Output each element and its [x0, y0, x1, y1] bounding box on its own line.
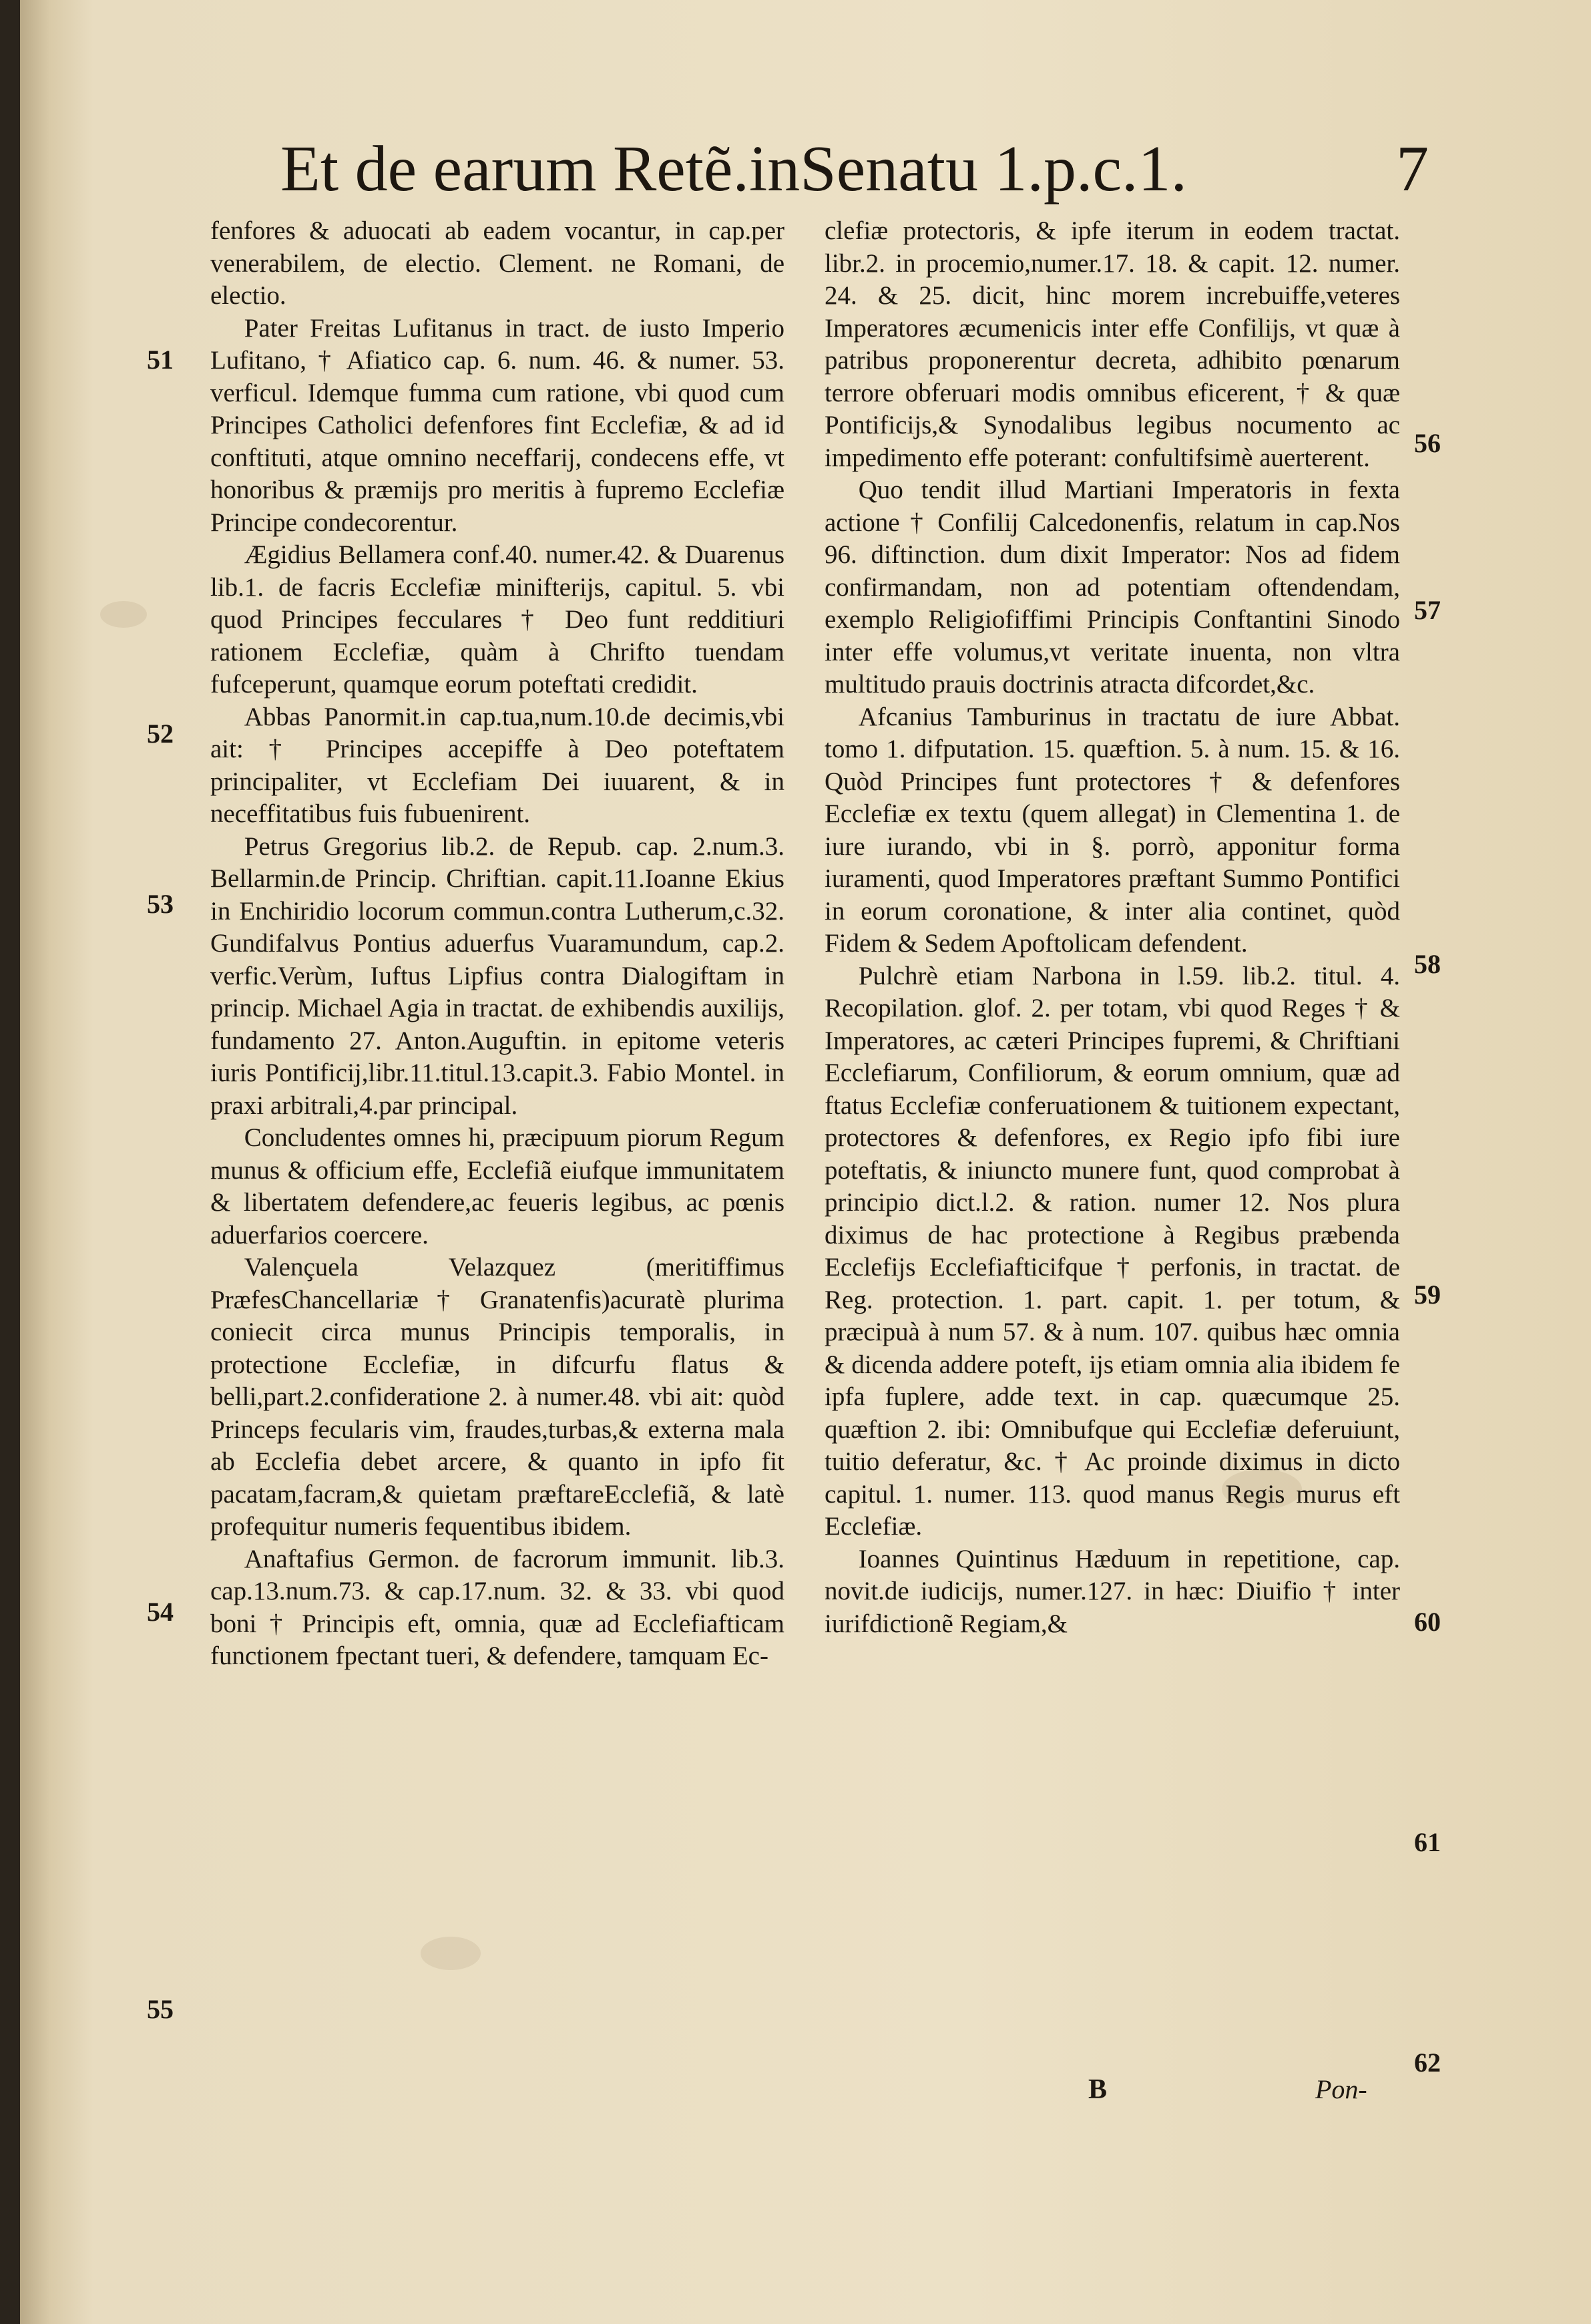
margin-number: 59 [1414, 1280, 1441, 1310]
paragraph: Petrus Gregorius lib.2. de Repub. cap. 2.num.3. Bellarmin.de Princip. Chriftian. capit.11.Ioanne Ekius in Enchiridio locorum commun.contra Lutherum,c.32. Gundifalvus Pontius aduerfus Vuaramundum, cap.2. verfic.Verùm, Iuftus Lipfius contra Dialogiftam in princip. Michael Agia in tractat. de exhibendis auxilijs, fundamento 27. Anton.Auguftin. in epitome veteris iuris Pontificij,libr.11.titul.13.capit.3. Fabio Montel. in praxi arbitrali,4.par principal. [210, 831, 784, 1120]
margin-number: 53 [147, 889, 174, 919]
page-number: 7 [1396, 133, 1429, 205]
right-column [825, 215, 1400, 1640]
margin-number: 51 [147, 345, 174, 375]
paragraph: fenfores & aduocati ab eadem vocantur, in cap.per venerabilem, de electio. Clement. ne Romani, de electio. [210, 216, 784, 310]
paragraph: Concludentes omnes hi, præcipuum piorum Regum munus & officium effe, Ecclefiã eiufque immunitatem & libertatem defendere,ac feueris legibus, ac pœnis aduerfarios coercere. [210, 1123, 784, 1249]
paragraph: Afcanius Tamburinus in tractatu de iure Abbat. tomo 1. difputation. 15. quæftion. 5. à num. 15. & 16. Quòd Principes funt protectores † & defenfores Ecclefiæ ex textu (quem allegat) in Clementina 1. de iure iurando, vbi in §. porrò, apponitur forma iuramenti, quod Imperatores præftant Summo Pontifici in eorum coronatione, & inter alia continet, quòd Fidem & Sedem Apoftolicam defendent. [825, 702, 1400, 958]
paragraph: Abbas Panormit.in cap.tua,num.10.de decimis,vbi ait: † Principes accepiffe à Deo poteftatem principaliter, vt Ecclefiam Dei iuuarent, & in neceffitatibus fuis fubuenirent. [210, 702, 784, 828]
margin-number: 52 [147, 719, 174, 749]
paragraph: Valençuela Velazquez (meritiffimus PræfesChancellariæ † Granatenfis)acuratè plurima coniecit circa munus Principis temporalis, in protectione Ecclefiæ, in difcurfu flatus & belli,part.2.confideratione 2. à numer.48. vbi ait: quòd Princeps fecularis vim, fraudes,turbas,& externa mala ab Ecclefia debet arcere, & quanto in ipfo fit pacatam,facram,& quietam præftareEcclefiã, & latè profequitur numeris fequentibus ibidem. [210, 1253, 784, 1541]
margin-number: 57 [1414, 595, 1441, 625]
paragraph: Pulchrè etiam Narbona in l.59. lib.2. titul. 4. Recopilation. glof. 2. per totam, vbi quod Reges † & Imperatores, ac cæteri Principes fupremi, & Chriftiani Ecclefiarum, Confiliorum, & eorum omnium, quæ ad ftatus Ecclefiæ conferuationem & tuitionem expectant, protectores & defenfores, ex Regio ipfo fibi iure poteftatis, & iniuncto munere funt, quod comprobat à principio dict.l.2. & ration. numer 12. Nos plura diximus de hac protectione à Regibus præbenda Ecclefijs Ecclefiafticifque † perfonis, in tractat. de Reg. protection. 1. part. capit. 1. per totum, & præcipuà à num 57. & à num. 107. quibus hæc omnia & dicenda addere poteft, ijs etiam omnia alia ibidem fe ipfa fuplere, adde text. in cap. quæcumque 25. quæftion 2. ibi: Omnibufque qui Ecclefiæ deferuiunt, tuitio deferatur, &c. † Ac proinde diximus in dicto capitul. 1. numer. 113. quod manus Regis murus eft Ecclefiæ. [825, 961, 1400, 1541]
margin-number: 62 [1414, 2048, 1441, 2078]
running-header [280, 119, 1429, 219]
margin-number: 55 [147, 1994, 174, 2024]
book-page [20, 0, 1591, 2324]
paragraph: Anaftafius Germon. de facrorum immunit. lib.3. cap.13.num.73. & cap.17.num. 32. & 33. vbi quod boni † Principis eft, omnia, quæ ad Ecclefiafticam functionem fpectant tueri, & defendere, tamquam Ec- [210, 1544, 784, 1670]
paragraph: clefiæ protectoris, & ipfe iterum in eodem tractat. libr.2. in procemio,numer.17. 18. & capit. 12. numer. 24. & 25. dicit, hinc morem increbuiffe,veteres Imperatores æcumenicis inter effe Confilijs, vt quæ à patribus proponerentur decreta, adhibito pœnarum terrore obferuari modis omnibus eficerent, † & quæ Pontificijs,& Synodalibus legibus nocumento ac impedimento effe poterant: confultifsimè auerterent. [825, 216, 1400, 472]
paragraph: Ioannes Quintinus Hæduum in repetitione, cap. novit.de iudicijs, numer.127. in hæc: Diuifio † inter iurifdictionẽ Regiam,& [825, 1544, 1400, 1638]
paragraph: Ægidius Bellamera conf.40. numer.42. & Duarenus lib.1. de facris Ecclefiæ minifterijs, capitul. 5. vbi quod Principes fecculares † Deo funt redditiuri rationem Ecclefiæ, quàm à Chrifto tuendam fufceperunt, quamque eorum poteftati credidit. [210, 540, 784, 699]
paragraph: Pater Freitas Lufitanus in tract. de iusto Imperio Lufitano, † Afiatico cap. 6. num. 46. & numer. 53. verficul. Idemque fumma cum ratione, vbi quod cum Principes Catholici defenfores fint Ecclefiæ, & ad id conftituti, atque omnino neceffarij, condecens effe, vt honoribus & præmijs pro meritis à fupremo Ecclefiæ Principe condecorentur. [210, 313, 784, 537]
paragraph: Quo tendit illud Martiani Imperatoris in fexta actione † Confilij Calcedonenfis, relatum in cap.Nos 96. diftinction. dum dixit Imperator: Nos ad fidem confirmandam, non ad potentiam oftendendam, exemplo Religiofiffimi Principis Conftantini Sinodo inter effe volumus,vt veritate inuenta, non vltra multitudo prauis doctrinis atracta difcordet,&c. [825, 475, 1400, 699]
signature-mark: B [1088, 2074, 1108, 2105]
margin-number: 54 [147, 1597, 174, 1627]
catchword: Pon- [1315, 2074, 1367, 2104]
margin-number: 56 [1414, 428, 1441, 458]
margin-number: 58 [1414, 949, 1441, 979]
margin-number: 60 [1414, 1607, 1441, 1637]
left-column [210, 215, 784, 1673]
running-title: Et de earum Retẽ.inSenatu 1.p.c.1. [280, 133, 1187, 205]
margin-number: 61 [1414, 1827, 1441, 1857]
